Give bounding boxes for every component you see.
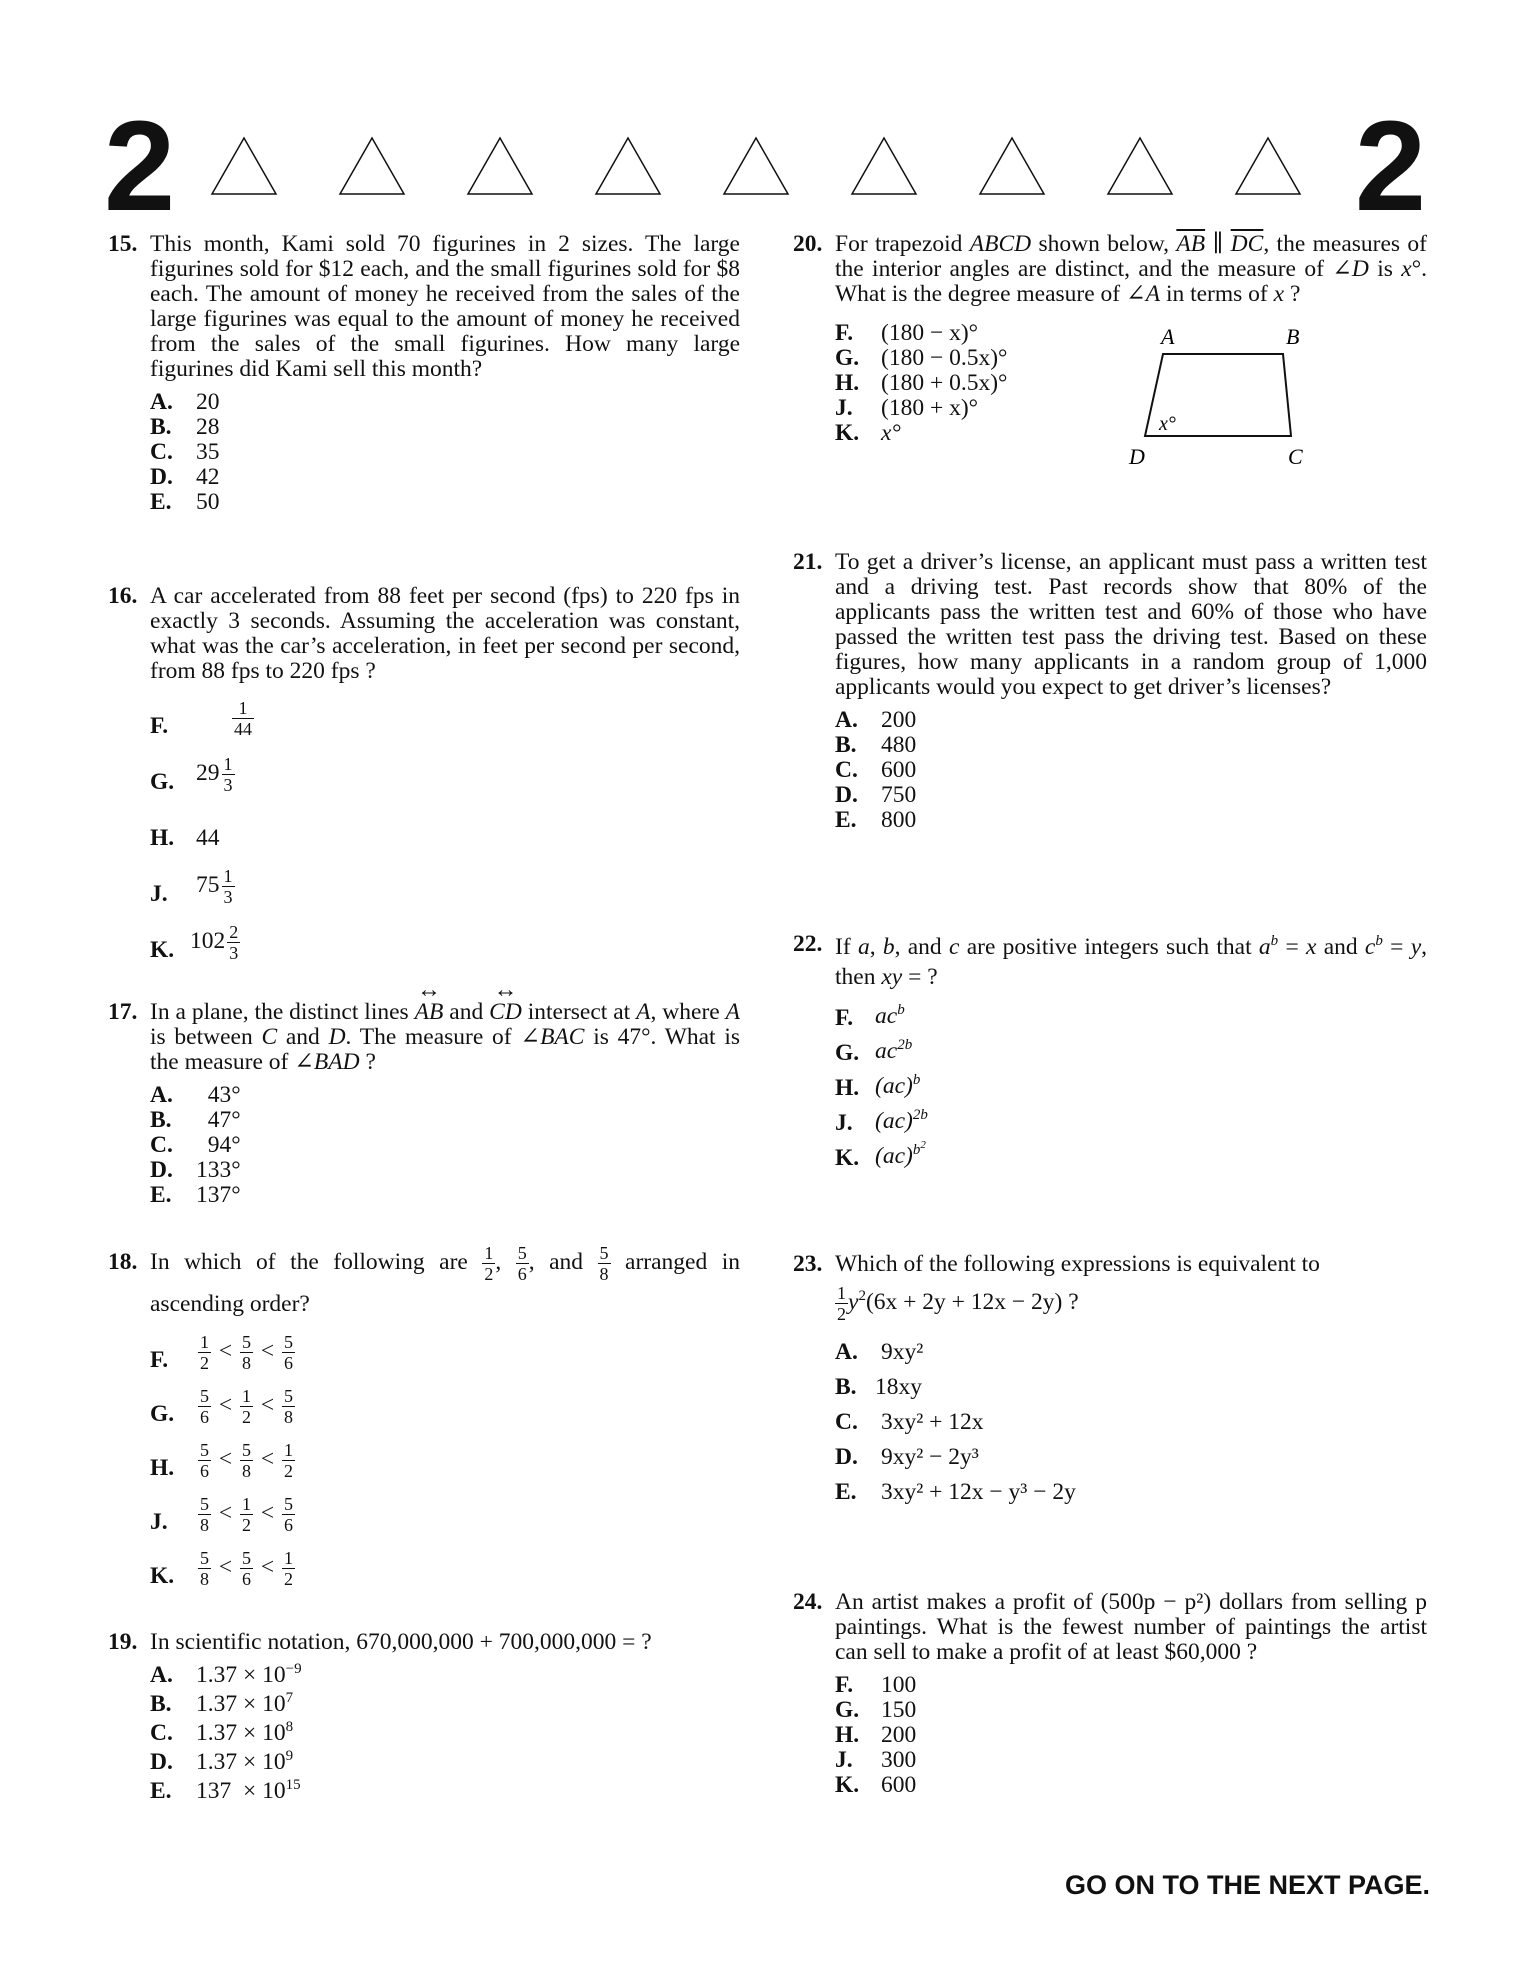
option-value: $\frac{5}{6}$ < $\frac{5}{8}$ < $\frac{1}{2}$ — [200, 1440, 294, 1482]
fraction: $\frac{5}{8}$ — [599, 1243, 609, 1285]
option-letter: C. — [150, 1720, 173, 1746]
answer-options — [150, 1663, 740, 1808]
answer-option-d[interactable] — [150, 465, 740, 490]
option-value: $1.37 \times 10^9$ — [196, 1748, 294, 1775]
option-value: 3xy² + 12x − y³ − 2y — [881, 1479, 1076, 1505]
answer-options — [150, 390, 740, 515]
answer-option-k[interactable] — [835, 1773, 1427, 1798]
option-letter: B. — [150, 1691, 172, 1717]
option-value: (ac)$^{b^2}$ — [875, 1139, 926, 1169]
option-value: 100 — [881, 1672, 917, 1698]
option-value: 3xy² + 12x — [881, 1409, 984, 1435]
question-number: 22. — [793, 931, 823, 957]
answer-option-b[interactable] — [150, 1692, 740, 1721]
outline-triangle-icon — [594, 136, 662, 196]
question-18 — [108, 1242, 740, 1602]
answer-option-b[interactable] — [835, 733, 1427, 758]
outline-triangle-icon — [466, 136, 534, 196]
question-number: 17. — [108, 999, 138, 1025]
fraction: $\frac{1}{2}$ — [837, 1283, 846, 1324]
answer-option-g[interactable] — [150, 1386, 740, 1440]
option-letter: C. — [835, 757, 858, 783]
answer-option-h[interactable] — [835, 1074, 1427, 1109]
option-letter: A. — [150, 389, 173, 415]
answer-option-j[interactable] — [150, 866, 740, 922]
answer-option-c[interactable] — [150, 1133, 740, 1158]
option-value: $ac^{2b}$ — [875, 1037, 913, 1064]
question-stem: In scientific notation, 670,000,000 + 700,000,000 = ? — [150, 1629, 652, 1655]
option-letter: J. — [150, 881, 168, 907]
option-value: 750 — [881, 782, 917, 808]
option-letter: G. — [835, 345, 860, 371]
answer-option-a[interactable] — [150, 1663, 740, 1692]
option-value: $1.37 \times 10^{-9}$ — [196, 1661, 302, 1688]
question-stem: An artist makes a profit of (500p − p²) dollars from selling p paintings. What is the fewest number of paintings the artist can sell to make a profit of at least $60,000 ? — [835, 1589, 1427, 1665]
option-letter: E. — [150, 489, 172, 515]
option-value: 200 — [881, 707, 917, 733]
answer-option-e[interactable] — [835, 808, 1427, 833]
option-letter: G. — [150, 769, 175, 795]
answer-option-f[interactable] — [150, 698, 740, 754]
option-letter: F. — [835, 320, 854, 346]
question-stem: To get a driver’s license, an applicant must pass a written test and a driving test. Past records show that 80% of the applicants pass the written test and 60% of those who have passed the written test pass the driving test. Based on these figures, how many applicants in a random group of 1,000 applicants would you expect to get driver’s licenses? — [835, 549, 1427, 700]
option-letter: H. — [150, 825, 175, 851]
answer-option-h[interactable] — [835, 1723, 1427, 1748]
question-20 — [793, 231, 1427, 469]
answer-option-b[interactable] — [835, 1373, 1427, 1408]
option-letter: J. — [835, 1110, 853, 1136]
option-letter: J. — [835, 395, 853, 421]
answer-option-g[interactable] — [150, 754, 740, 810]
question-stem: In which of the following are $\frac{1}{2}$ , $\frac{5}{6}$ , and $\frac{5}{8}$ arranged in ascending order? — [150, 1243, 740, 1318]
vertex-label-a: A — [1161, 324, 1175, 349]
answer-options — [835, 1338, 1427, 1513]
outline-triangle-icon — [338, 136, 406, 196]
option-value: $\frac{5}{8}$ < $\frac{1}{2}$ < $\frac{5}{6}$ — [200, 1494, 294, 1536]
option-letter: J. — [150, 1509, 168, 1536]
angle-label-x: x° — [1159, 413, 1176, 435]
option-value: $1.37 \times 10^7$ — [196, 1690, 294, 1717]
option-value: 18xy — [875, 1374, 922, 1400]
option-letter: C. — [150, 1132, 173, 1158]
question-stem: This month, Kami sold 70 figurines in 2 sizes. The large figurines sold for $12 each, and the small figurines sold for $8 each. The amount of money he received from the sales of the large figurines was equal to the amount of money he received from the sales of the small figurines. How many large figurines did Kami sell this month? — [150, 231, 740, 382]
fraction: $\frac{1}{2}$ — [484, 1243, 494, 1285]
option-value: 20 — [196, 389, 220, 415]
option-letter: D. — [835, 782, 858, 808]
answer-option-c[interactable] — [150, 1721, 740, 1750]
section-header — [104, 95, 1426, 238]
option-letter: D. — [835, 1444, 858, 1470]
line-cd-label: ↔ CD — [489, 1000, 522, 1025]
line-ab-label: ↔ AB — [415, 1000, 444, 1025]
option-letter: F. — [150, 713, 169, 739]
answer-option-k[interactable] — [835, 1139, 1427, 1179]
outline-triangle-icon — [850, 136, 918, 196]
option-value: 47° — [196, 1107, 241, 1133]
option-letter: B. — [835, 1374, 857, 1400]
option-letter: H. — [835, 1722, 860, 1748]
option-value: $\frac{1}{2}$ < $\frac{5}{8}$ < $\frac{5}{6}$ — [200, 1332, 294, 1374]
question-stem: In a plane, the distinct lines ↔ AB and ↔ CD intersect at A, where A is between C and D. The measure of ∠BAC is 47°. What is the measure of ∠BAD ? — [150, 1000, 740, 1075]
option-letter: A. — [150, 1662, 173, 1688]
option-value: 35 — [196, 439, 220, 465]
question-19 — [108, 1630, 740, 1808]
fraction: $\frac{1}{44}$ — [234, 698, 252, 739]
option-letter: K. — [835, 420, 860, 446]
question-stem: For trapezoid ABCD shown below, $\overline{AB}$ ∥ $\overline{DC}$, the measures of the interior angles are distinct, and the measure of ∠D is x°. What is the degree measure of ∠A in terms of x ? — [835, 231, 1427, 307]
answer-option-a[interactable] — [835, 1338, 1427, 1373]
option-letter: E. — [150, 1778, 172, 1804]
answer-option-j[interactable] — [835, 1748, 1427, 1773]
option-letter: F. — [835, 1672, 854, 1698]
answer-option-h[interactable] — [150, 810, 740, 866]
option-value: 600 — [881, 1772, 917, 1798]
answer-option-e[interactable] — [150, 1779, 740, 1808]
option-value: 600 — [881, 757, 917, 783]
option-value: (180 − x)° — [881, 320, 979, 346]
option-letter: F. — [150, 1347, 169, 1374]
option-value: 9xy² − 2y³ — [881, 1444, 979, 1470]
answer-option-a[interactable] — [150, 1083, 740, 1108]
option-value: 9xy² — [881, 1339, 924, 1365]
question-24 — [793, 1590, 1427, 1798]
option-value: 133° — [196, 1157, 241, 1183]
option-value: 102 $\frac{2}{3}$ — [190, 922, 239, 963]
answer-option-k[interactable] — [150, 922, 740, 978]
answer-option-e[interactable] — [835, 1478, 1427, 1513]
question-21 — [793, 550, 1427, 833]
question-stem: If a, b, and c are positive integers such that $a^b = x$ and $c^b = y$, then xy = ? — [835, 933, 1427, 990]
question-15 — [108, 232, 740, 515]
section-number-right: 2 — [1354, 95, 1426, 238]
option-letter: E. — [150, 1182, 172, 1208]
outline-triangle-icon — [978, 136, 1046, 196]
answer-option-a[interactable] — [835, 708, 1427, 733]
option-letter: B. — [835, 732, 857, 758]
option-value: $ac^b$ — [875, 1002, 905, 1029]
option-value: (180 + 0.5x)° — [881, 370, 1008, 396]
option-letter: G. — [150, 1401, 175, 1428]
option-letter: H. — [150, 1455, 175, 1482]
question-number: 18. — [108, 1249, 138, 1275]
option-letter: G. — [835, 1697, 860, 1723]
question-number: 21. — [793, 549, 823, 575]
option-value: 94° — [196, 1132, 241, 1158]
answer-option-d[interactable] — [150, 1750, 740, 1779]
outline-triangle-icon — [1106, 136, 1174, 196]
option-value: 75 $\frac{1}{3}$ — [196, 866, 233, 907]
vertex-label-d: D — [1129, 444, 1145, 469]
option-value: 42 — [196, 464, 220, 490]
go-on-footer: GO ON TO THE NEXT PAGE. — [1064, 1870, 1430, 1900]
answer-option-d[interactable] — [835, 783, 1427, 808]
answer-option-g[interactable] — [835, 1039, 1427, 1074]
answer-option-j[interactable] — [150, 1494, 740, 1548]
outline-triangle-icon — [210, 136, 278, 196]
option-value: 200 — [881, 1722, 917, 1748]
option-value: $\frac{5}{8}$ < $\frac{5}{6}$ < $\frac{1}{2}$ — [200, 1548, 294, 1590]
option-value: 150 — [881, 1697, 917, 1723]
option-letter: C. — [150, 439, 173, 465]
option-value: (180 − 0.5x)° — [881, 345, 1008, 371]
fraction: $\frac{1}{3}$ — [223, 866, 233, 907]
question-23 — [793, 1252, 1427, 1513]
question-stem: Which of the following expressions is equivalent to $\frac{1}{2}$ $y^2(6x + 2y + 12x - 2y)$ ? — [835, 1251, 1320, 1324]
question-number: 19. — [108, 1629, 138, 1655]
option-letter: K. — [835, 1145, 860, 1171]
answer-options — [835, 708, 1427, 833]
option-value: 44 — [196, 825, 220, 851]
answer-option-c[interactable] — [835, 758, 1427, 783]
option-letter: J. — [835, 1747, 853, 1773]
trapezoid-figure — [1123, 324, 1323, 474]
question-number: 15. — [108, 231, 138, 257]
answer-option-d[interactable] — [835, 1443, 1427, 1478]
option-value: $1.37 \times 10^8$ — [196, 1719, 294, 1746]
option-letter: K. — [150, 937, 175, 963]
answer-option-b[interactable] — [150, 415, 740, 440]
option-value: 29 $\frac{1}{3}$ — [196, 754, 233, 795]
option-letter: A. — [835, 707, 858, 733]
option-value: $137 \times 10^{15}$ — [196, 1777, 301, 1804]
answer-options — [150, 1083, 740, 1208]
option-letter: E. — [835, 807, 857, 833]
answer-option-f[interactable] — [150, 1332, 740, 1386]
question-number: 24. — [793, 1589, 823, 1615]
option-value: 300 — [881, 1747, 917, 1773]
fraction: $\frac{5}{6}$ — [517, 1243, 527, 1285]
question-16 — [108, 584, 740, 978]
question-number: 16. — [108, 583, 138, 609]
answer-option-g[interactable] — [835, 1698, 1427, 1723]
option-value: 50 — [196, 489, 220, 515]
option-letter: D. — [150, 464, 173, 490]
option-value: x° — [881, 420, 901, 446]
option-letter: K. — [835, 1772, 860, 1798]
option-value: 480 — [881, 732, 917, 758]
option-letter: E. — [835, 1479, 857, 1505]
section-number-left: 2 — [104, 95, 176, 238]
option-letter: B. — [150, 1107, 172, 1133]
option-letter: H. — [835, 1075, 860, 1101]
question-number: 23. — [793, 1251, 823, 1277]
answer-option-f[interactable] — [835, 1673, 1427, 1698]
option-value: 800 — [881, 807, 917, 833]
question-22 — [793, 932, 1427, 1179]
option-letter: B. — [150, 414, 172, 440]
option-value: 28 — [196, 414, 220, 440]
answer-option-c[interactable] — [150, 440, 740, 465]
answer-option-d[interactable] — [150, 1158, 740, 1183]
outline-triangle-icon — [1234, 136, 1302, 196]
answer-option-k[interactable] — [150, 1548, 740, 1602]
answer-option-b[interactable] — [150, 1108, 740, 1133]
option-letter: K. — [150, 1563, 175, 1590]
option-value: $\frac{5}{6}$ < $\frac{1}{2}$ < $\frac{5}{8}$ — [200, 1386, 294, 1428]
answer-option-c[interactable] — [835, 1408, 1427, 1443]
fraction: $\frac{1}{3}$ — [223, 754, 233, 795]
answer-option-e[interactable] — [150, 1183, 740, 1208]
vertex-label-c: C — [1288, 444, 1303, 469]
option-value: (ac)$^{2b}$ — [875, 1107, 928, 1134]
option-letter: A. — [835, 1339, 858, 1365]
vertex-label-b: B — [1286, 324, 1300, 349]
answer-options — [835, 1004, 1427, 1179]
outline-triangle-icon — [722, 136, 790, 196]
question-17 — [108, 1000, 740, 1208]
option-value: 43° — [196, 1082, 241, 1108]
option-letter: D. — [150, 1749, 173, 1775]
option-letter: H. — [835, 370, 860, 396]
answer-options — [835, 1673, 1427, 1798]
option-value: (180 + x)° — [881, 395, 979, 421]
option-value: 137° — [196, 1182, 241, 1208]
option-letter: F. — [835, 1005, 854, 1031]
answer-option-a[interactable] — [150, 390, 740, 415]
option-letter: D. — [150, 1157, 173, 1183]
question-number: 20. — [793, 231, 823, 257]
question-stem: A car accelerated from 88 feet per second (fps) to 220 fps in exactly 3 seconds. Assuming the acceleration was constant, what was the car’s acceleration, in feet per second per second, from 88 fps to 220 fps ? — [150, 583, 740, 684]
option-letter: G. — [835, 1040, 860, 1066]
option-letter: A. — [150, 1082, 173, 1108]
fraction: $\frac{2}{3}$ — [229, 922, 239, 963]
option-letter: C. — [835, 1409, 858, 1435]
option-value — [230, 698, 256, 739]
answer-options — [150, 698, 740, 978]
answer-option-f[interactable] — [835, 1004, 1427, 1039]
answer-option-h[interactable] — [150, 1440, 740, 1494]
answer-option-e[interactable] — [150, 490, 740, 515]
option-value: (ac)$^b$ — [875, 1072, 921, 1099]
answer-options — [150, 1332, 740, 1602]
